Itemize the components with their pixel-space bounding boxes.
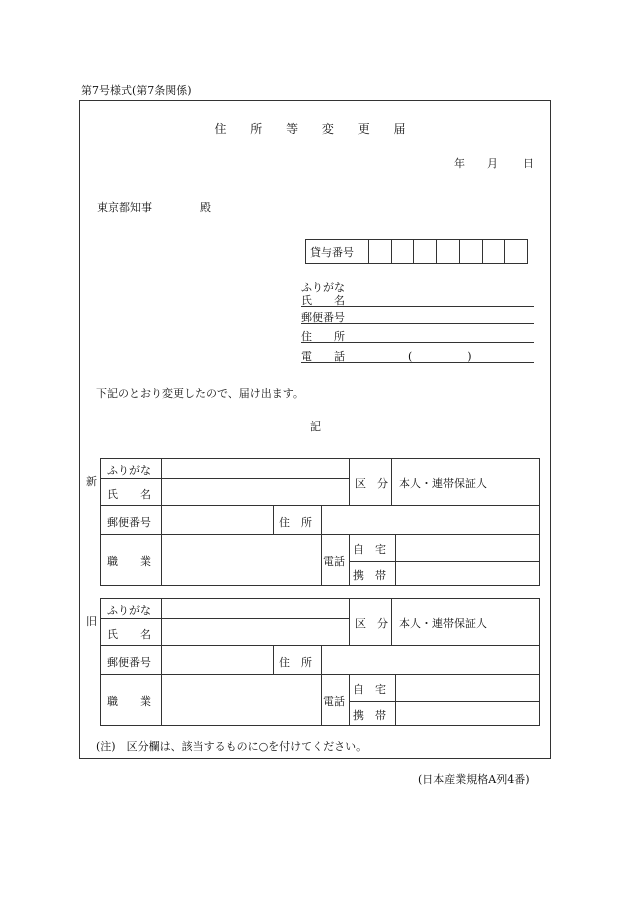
applicant-address-line[interactable] xyxy=(301,342,534,343)
applicant-phone-line[interactable] xyxy=(301,362,534,363)
new-mobile-label: 携 帯 xyxy=(353,569,386,582)
old-postal-label: 郵便番号 xyxy=(107,656,151,669)
old-info-table xyxy=(100,598,540,726)
lending-number-box xyxy=(305,239,528,264)
applicant-name-line[interactable] xyxy=(301,306,534,307)
date-day-label: 日 xyxy=(523,157,534,170)
date-month-label: 月 xyxy=(487,157,498,170)
form-title: 住 所 等 変 更 届 xyxy=(214,122,416,136)
new-info-table xyxy=(100,458,540,586)
old-furigana-label: ふりがな xyxy=(107,604,151,617)
new-category-value[interactable]: 本人・連帯保証人 xyxy=(399,477,487,490)
new-occupation-label: 職 業 xyxy=(107,555,151,568)
new-name-label: 氏 名 xyxy=(107,488,151,501)
old-category-value[interactable]: 本人・連帯保証人 xyxy=(399,617,487,630)
form-number-label: 第7号様式(第7条関係) xyxy=(81,84,192,97)
old-occupation-label: 職 業 xyxy=(107,695,151,708)
new-section-marker: 新 xyxy=(86,475,97,488)
addressee-name: 東京都知事 xyxy=(97,201,152,214)
new-address-label: 住 所 xyxy=(279,516,312,529)
lending-number-digit[interactable] xyxy=(414,240,437,263)
old-name-label: 氏 名 xyxy=(107,628,151,641)
new-postal-label: 郵便番号 xyxy=(107,516,151,529)
paper-size-label: (日本産業規格A列4番) xyxy=(418,773,530,786)
applicant-name-label: 氏 名 xyxy=(301,294,345,307)
lending-number-digit[interactable] xyxy=(460,240,483,263)
new-furigana-label: ふりがな xyxy=(107,464,151,477)
applicant-furigana-label: ふりがな xyxy=(301,281,345,294)
date-year-label: 年 xyxy=(454,157,465,170)
lending-number-digit[interactable] xyxy=(505,240,527,263)
old-section-marker: 旧 xyxy=(86,615,97,628)
new-category-label: 区 分 xyxy=(355,477,388,490)
addressee-honorific: 殿 xyxy=(200,201,211,214)
lending-number-digit[interactable] xyxy=(392,240,415,263)
applicant-postal-line[interactable] xyxy=(301,323,534,324)
new-phone-label: 電話 xyxy=(323,555,345,568)
old-category-label: 区 分 xyxy=(355,617,388,630)
applicant-postal-label: 郵便番号 xyxy=(301,311,345,324)
applicant-phone-label: 電 話 xyxy=(301,350,345,363)
old-home-label: 自 宅 xyxy=(353,683,386,696)
note-text: (注) 区分欄は、該当するものに○を付けてください。 xyxy=(96,740,368,753)
lending-number-digit[interactable] xyxy=(483,240,506,263)
statement-text: 下記のとおり変更したので、届け出ます。 xyxy=(96,387,304,400)
lending-number-digit[interactable] xyxy=(369,240,392,263)
lending-number-digit[interactable] xyxy=(437,240,460,263)
old-address-label: 住 所 xyxy=(279,656,312,669)
applicant-address-label: 住 所 xyxy=(301,330,345,343)
old-mobile-label: 携 帯 xyxy=(353,709,386,722)
lending-number-label: 貸与番号 xyxy=(306,240,369,263)
new-home-label: 自 宅 xyxy=(353,543,386,556)
old-phone-label: 電話 xyxy=(323,695,345,708)
applicant-phone-paren: ( ) xyxy=(408,350,472,363)
ki-label: 記 xyxy=(310,420,321,433)
